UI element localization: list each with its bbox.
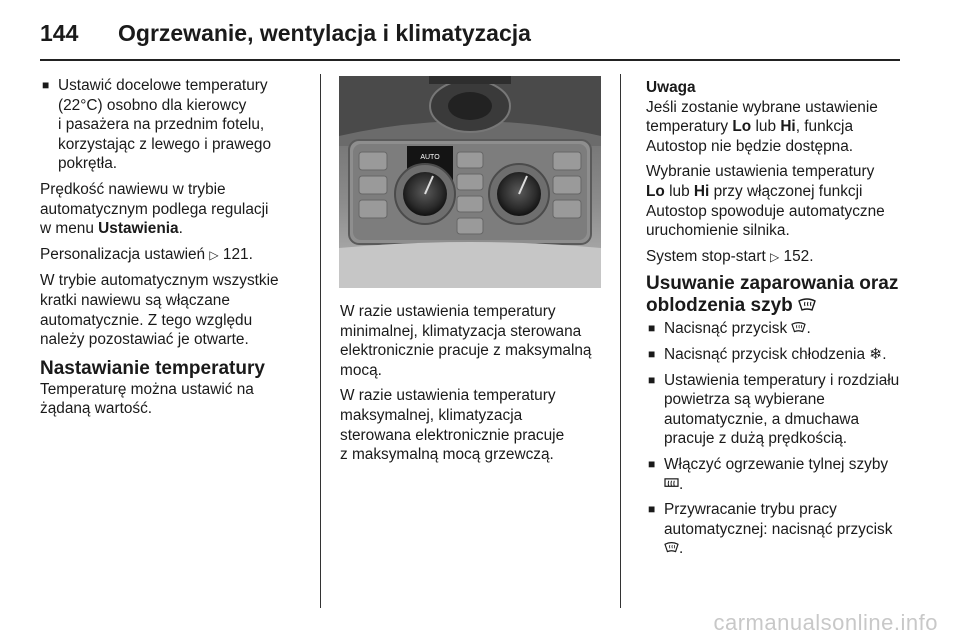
bullet-item: ■ Ustawienia temperatury i rozdziału powietrza są wybierane automatycznie, a dmuchawa pracuje z dużą prędkością.: [648, 371, 900, 448]
header-rule: [40, 59, 900, 61]
bullet-item: ■ Nacisnąć przycisk chłodzenia ❄.: [648, 345, 887, 363]
hi-term: Hi: [780, 118, 796, 136]
bullet-item: ■ Ustawić docelowe temperatury (22°C) osobno dla kierowcy i pasażera na przednim fotelu, korzystając z lewego i prawego pokrętła.: [42, 77, 272, 173]
snowflake-icon: ❄: [869, 345, 883, 363]
note-stop-start: System stop-start ▷ 152.: [646, 247, 814, 265]
bullet-square-icon: ■: [648, 502, 656, 517]
windscreen-defrost-icon: [791, 321, 806, 334]
bullet-square-icon: ■: [648, 346, 656, 361]
section-heading-temperature: Nastawianie temperatury: [40, 357, 265, 379]
section-heading-defrost: Usuwanie zaparowania oraz oblodzenia szyb: [646, 273, 899, 317]
note-title: Uwaga: [646, 79, 696, 96]
bullet-item: ■ Nacisnąć przycisk .: [648, 320, 811, 338]
panel-illustration: [339, 76, 601, 288]
bullet-item: ■ Włączyć ogrzewanie tylnej szyby .: [648, 455, 889, 493]
climate-control-panel-photo: [339, 76, 601, 288]
bullet-square-icon: ■: [648, 321, 656, 336]
paragraph-min-temp: W razie ustawienia temperatury minimalnej, klimatyzacja sterowana elektronicznie pracuje z maksymalną mocą.: [340, 303, 592, 379]
note-lo-hi: Jeśli zostanie wybrane ustawienie temperatury Lo lub Hi, funkcja Autostop nie będzie dostępna.: [646, 98, 878, 155]
page-header: [40, 14, 900, 54]
column-2: [340, 302, 612, 471]
page-ref-arrow-icon: ▷: [770, 249, 780, 264]
settings-menu-term: Ustawienia: [98, 220, 179, 238]
note-autostop: Wybranie ustawienia temperatury Lo lub Hi przy włączonej funkcji Autostop spowoduje automatyczne uruchomienie silnika.: [646, 163, 885, 240]
page-reference: 121.: [222, 245, 253, 263]
page-ref-arrow-icon: ▷: [209, 247, 219, 262]
watermark: carmanualsonline.info: [713, 610, 938, 635]
column-divider-left: [320, 74, 321, 608]
chapter-title: Ogrzewanie, wentylacja i klimatyzacja: [118, 20, 531, 46]
lo-term: Lo: [732, 118, 752, 136]
bullet-item: ■ Przywracanie trybu pracy automatycznej: nacisnąć przycisk .: [648, 501, 893, 558]
windscreen-defrost-icon: [798, 297, 816, 313]
paragraph-max-temp: W razie ustawienia temperatury maksymalnej, klimatyzacja sterowana elektronicznie pracuje z maksymalną mocą grzewczą.: [340, 387, 565, 464]
bullet-square-icon: ■: [648, 456, 656, 471]
column-3: [646, 78, 918, 565]
page-reference: 152.: [783, 247, 814, 265]
auto-button-label: AUTO: [420, 154, 440, 161]
column-1: [40, 76, 312, 425]
bullet-square-icon: ■: [648, 372, 656, 387]
page-number: 144: [40, 20, 79, 46]
windscreen-defrost-icon: [664, 541, 679, 554]
column-divider-right: [620, 74, 621, 608]
rear-window-heater-icon: [664, 477, 679, 490]
paragraph-auto-vents: W trybie automatycznym wszystkie kratki nawiewu są włączane automatycznie. Z tego względu należy pozostawiać je otwarte.: [40, 272, 279, 349]
paragraph-fan-speed: Prędkość nawiewu w trybie automatycznym podlega regulacji w menu Ustawienia.: [40, 180, 269, 238]
paragraph-temperature: Temperaturę można ustawić na żądaną wartość.: [40, 380, 254, 418]
bullet-square-icon: ■: [42, 78, 50, 92]
paragraph-personalization: Personalizacja ustawień ▷ 121.: [40, 245, 253, 263]
